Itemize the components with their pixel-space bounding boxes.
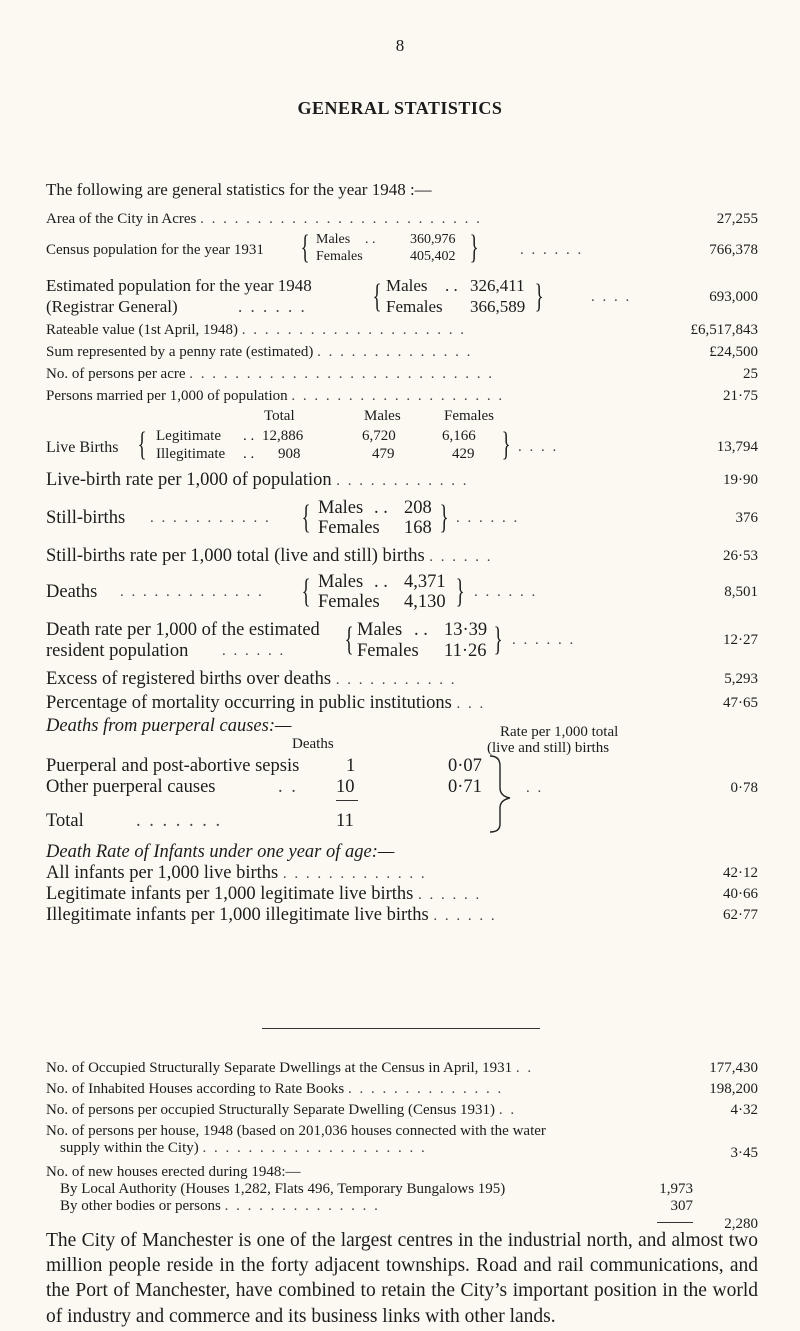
persons-house-value: 3·45 [730,1145,758,1161]
death-rate-row: Death rate per 1,000 of the estimated resident population . . . . . . { Males . . 13·39 Females 11·26 } . . . . . . 12·27 [46,620,758,661]
penny-rate-value: £24,500 [709,344,758,360]
occupied-dwellings-label: No. of Occupied Structurally Separate Dwellings at the Census in April, 1931 [46,1060,513,1076]
live-birth-rate-row: Live-birth rate per 1,000 of population . . . . . . . . . . . . 19·90 [46,470,758,490]
excess-row: Excess of registered births over deaths . . . . . . . . . . . 5,293 [46,669,758,689]
infants-block: Death Rate of Infants under one year of age:— All infants per 1,000 live births . . . . . . . . . . . . . 42·12 Legitimate infants per 1,000 legitimate live births . . . . . . 40·66 Illegitimate infants per 1,000 illegitimate live births . . . . . . 62·77 [46,842,758,925]
census-females: 405,402 [410,249,456,264]
puerperal-rate-header-1: Rate per 1,000 total [500,724,619,740]
still-birth-rate-label: Still-births rate per 1,000 total (live and still) births [46,546,425,566]
still-births-value: 376 [735,510,758,526]
live-births-block: Total Males Females Live Births { Legitimate . . 12,886 6,720 6,166 Illegitimate . . 908 479 429 } . . . . 13,794 [46,408,758,463]
deaths-row: Deaths . . . . . . . . . . . . . { Males . . 4,371 Females 4,130 } . . . . . . 8,501 [46,572,758,612]
death-rate-males-label: Males [357,620,403,640]
sepsis-label: Puerperal and post-abortive sepsis [46,756,300,776]
death-rate-value: 12·27 [723,632,758,648]
penny-rate-row: Sum represented by a penny rate (estimated) . . . . . . . . . . . . . . £24,500 [46,344,758,360]
persons-acre-label: No. of persons per acre [46,366,186,382]
puerperal-total-label: Total [46,811,84,831]
death-rate-label-1: Death rate per 1,000 of the estimated [46,620,320,640]
still-births-row: Still-births . . . . . . . . . . . { Males . . 208 Females 168 } . . . . . . 376 [46,498,758,538]
puerperal-block: Deaths from puerperal causes:— Rate per 1,000 total Deaths (live and still) births Puerperal and post-abortive sepsis 1 0·07 Other puerperal causes . . 10 0·71 Total . . . . . . . 11 . . 0·78 [46,716,758,836]
estimated-males-label: Males [386,276,428,295]
census-row: Census population for the year 1931 { Males . . 360,976 Females 405,402 } . . . . . . 766,378 [46,229,758,266]
other-bodies-value: 307 [670,1198,693,1214]
still-males-label: Males [318,498,364,518]
manchester-paragraph: The City of Manchester is one of the largest centres in the industrial north, and almost two million people reside in the forty adjacent townships. Road and rail communications, and the Port of Manchester, have combined to retain the City’s important position in the world of industry and commerce and its business links with other lands. [46,1230,758,1327]
live-births-header-males: Males [364,408,401,424]
rateable-label: Rateable value (1st April, 1948) [46,322,239,338]
still-females-label: Females [318,518,380,538]
live-births-value: 13,794 [716,439,758,455]
death-rate-males: 13·39 [444,620,488,640]
census-value: 766,378 [709,242,758,258]
illegitimate-total: 908 [278,446,301,462]
puerperal-heading: Deaths from puerperal causes:— [46,716,292,736]
inhabited-houses-value: 198,200 [709,1081,758,1097]
area-row: Area of the City in Acres . . . . . . . . . . . . . . . . . . . . . . . . . 27,255 [46,211,758,227]
new-houses-label: No. of new houses erected during 1948:— [46,1164,301,1180]
persons-house-label-2: supply within the City) [60,1140,199,1156]
census-females-label: Females [316,249,363,264]
married-row: Persons married per 1,000 of population . . . . . . . . . . . . . . . . . . . 21·75 [46,388,758,404]
new-houses-total: 2,280 [724,1216,758,1232]
married-label: Persons married per 1,000 of population [46,388,288,404]
other-puerperal-label: Other puerperal causes [46,777,216,797]
inhabited-houses-label: No. of Inhabited Houses according to Rate Books [46,1081,345,1097]
illegitimate-infants-label: Illegitimate infants per 1,000 illegitimate live births [46,905,429,925]
rateable-row: Rateable value (1st April, 1948) . . . . . . . . . . . . . . . . . . . . £6,517,843 [46,322,758,338]
legitimate-infants-value: 40·66 [723,886,758,902]
illegitimate-males: 479 [372,446,395,462]
still-males: 208 [404,498,432,518]
legitimate-females: 6,166 [442,428,476,444]
still-females: 168 [404,518,432,538]
death-rate-females: 11·26 [444,641,487,661]
page-title: GENERAL STATISTICS [297,98,503,118]
still-birth-rate-value: 26·53 [723,548,758,564]
area-label: Area of the City in Acres [46,211,197,227]
puerperal-rate-header-2: (live and still) births [487,740,610,756]
legitimate-total: 12,886 [262,428,304,444]
estimated-value: 693,000 [709,289,758,305]
all-infants-value: 42·12 [723,865,758,881]
live-births-label: Live Births [46,439,119,456]
occupied-dwellings-value: 177,430 [709,1060,758,1076]
illegitimate-label: Illegitimate [156,446,226,462]
illegitimate-infants-value: 62·77 [723,907,758,923]
estimated-females-label: Females [386,297,443,316]
puerperal-brace-icon [486,754,520,834]
other-puerperal-deaths: 10 [336,777,355,797]
puerperal-total-deaths: 11 [336,811,354,831]
excess-label: Excess of registered births over deaths [46,669,332,689]
all-infants-label: All infants per 1,000 live births [46,863,279,883]
legitimate-infants-label: Legitimate infants per 1,000 legitimate live births [46,884,414,904]
intro-text: The following are general statistics for the year 1948 :— [46,180,432,199]
census-label: Census population for the year 1931 [46,242,264,258]
puerperal-value: 0·78 [730,780,758,796]
death-rate-label-2: resident population [46,641,189,661]
live-births-header-total: Total [264,408,295,424]
live-birth-rate-value: 19·90 [723,472,758,488]
puerperal-deaths-header: Deaths [292,736,334,752]
persons-dwelling-value: 4·32 [730,1102,758,1118]
illegitimate-females: 429 [452,446,475,462]
sepsis-deaths: 1 [346,756,356,776]
infants-heading: Death Rate of Infants under one year of age:— [46,842,395,862]
mortality-value: 47·65 [723,695,758,711]
deaths-label: Deaths [46,582,98,602]
still-birth-rate-row: Still-births rate per 1,000 total (live and still) births . . . . . . 26·53 [46,546,758,566]
estimated-label-2: (Registrar General) [46,297,178,316]
persons-house-label-1: No. of persons per house, 1948 (based on 201,036 houses connected with the water [46,1123,546,1139]
other-puerperal-rate: 0·71 [448,777,482,797]
estimated-row: Estimated population for the year 1948 (Registrar General) . . . . . . { Males . . 326,411 Females 366,589 } . . . . 693,000 [46,276,758,316]
estimated-females: 366,589 [470,297,526,316]
census-males: 360,976 [410,232,456,247]
legitimate-label: Legitimate [156,428,221,444]
section-divider [262,1028,540,1029]
still-births-label: Still-births [46,508,126,528]
deaths-males-label: Males [318,572,364,592]
death-rate-females-label: Females [357,641,419,661]
mortality-row: Percentage of mortality occurring in public institutions . . . 47·65 [46,693,758,713]
estimated-males: 326,411 [470,276,525,295]
married-value: 21·75 [723,388,758,404]
local-authority-value: 1,973 [659,1181,693,1197]
area-value: 27,255 [716,211,758,227]
estimated-label-1: Estimated population for the year 1948 [46,276,312,295]
local-authority-label: By Local Authority (Houses 1,282, Flats 496, Temporary Bungalows 195) [60,1181,506,1197]
housing-block: No. of Occupied Structurally Separate Dwellings at the Census in April, 1931 . . 177,430 No. of Inhabited Houses according to Rate Books . . . . . . . . . . . . . . 198,200 No. of persons per occupied Structurally Separate Dwelling (Census 1931) . . 4·32 No. of persons per house, 1948 (based on 201,036 houses connected with the water supply within the City) . . . . . . . . . . . . . . . . . . . . 3·45 No. of new houses erected during 1948:— By Local Authority (Houses 1,282, Flats 496, Temporary Bungalows 195) 1,973 By other bodies or persons . . . . . . . . . . . . . . 307 2,280 [46,1060,758,1232]
live-births-header-females: Females [444,408,494,424]
persons-acre-value: 25 [743,366,758,382]
deaths-females: 4,130 [404,592,446,612]
persons-acre-row: No. of persons per acre . . . . . . . . . . . . . . . . . . . . . . . . . . . 25 [46,366,758,382]
mortality-label: Percentage of mortality occurring in public institutions [46,693,452,713]
rateable-value: £6,517,843 [690,322,758,338]
live-birth-rate-label: Live-birth rate per 1,000 of population [46,470,332,490]
deaths-females-label: Females [318,592,380,612]
deaths-value: 8,501 [724,584,758,600]
sepsis-rate: 0·07 [448,756,482,776]
census-males-label: Males [316,232,351,247]
legitimate-males: 6,720 [362,428,396,444]
other-bodies-label: By other bodies or persons [60,1198,221,1214]
persons-dwelling-label: No. of persons per occupied Structurally Separate Dwelling (Census 1931) [46,1102,496,1118]
deaths-males: 4,371 [404,572,446,592]
page-number: 8 [395,36,405,55]
excess-value: 5,293 [724,671,758,687]
penny-rate-label: Sum represented by a penny rate (estimated) [46,344,314,360]
